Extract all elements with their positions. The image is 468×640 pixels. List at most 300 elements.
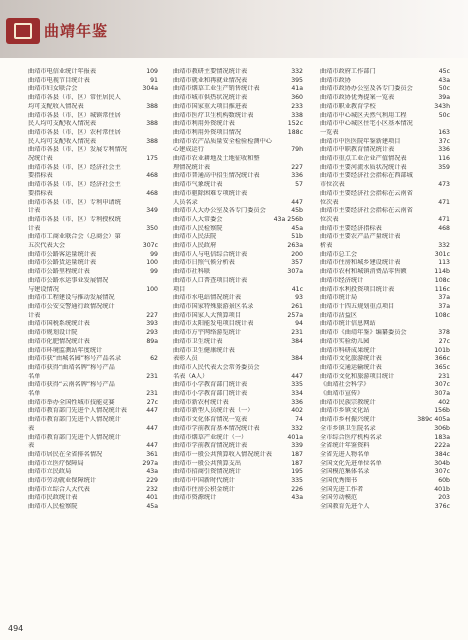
index-entry [320, 347, 450, 356]
entry-page: 37c [438, 137, 450, 145]
entry-title: 曲靖市卫生健康统计表 [173, 346, 235, 354]
entry-page: 384 [291, 337, 303, 345]
index-entry [173, 225, 303, 234]
entry-page: 376c [434, 503, 450, 511]
entry-title: 曲靖市民族宗教统计 [320, 398, 376, 406]
index-entry [28, 77, 158, 86]
entry-page: 41c [291, 285, 303, 293]
entry-title: 项目 [173, 285, 186, 293]
entry-page: 231 [291, 329, 303, 337]
entry-title: 曲靖市方宇网络游览统计 [173, 329, 242, 337]
entry-title: 曲靖市统计局 [320, 294, 358, 302]
entry-page: 388 [146, 137, 158, 145]
entry-page: 336 [291, 172, 303, 180]
index-entry [173, 425, 303, 434]
entry-title: 曲靖市电信业统计年报表 [28, 68, 97, 75]
entry-page [300, 277, 303, 286]
index-entry [28, 381, 158, 390]
index-entry [173, 338, 303, 347]
entry-page: 447 [146, 407, 158, 415]
entry-title: 全国模范集体名录 [320, 468, 370, 476]
index-entry [28, 112, 158, 121]
entry-page [300, 138, 303, 147]
index-entry [173, 94, 303, 103]
index-entry [173, 381, 303, 390]
entry-title: 曲靖市中职教育情况统计表 [320, 146, 395, 154]
index-entry [173, 407, 303, 416]
entry-title: 曲靖市民政统计表 [28, 494, 78, 502]
entry-page: 50c [438, 111, 450, 119]
index-entry [28, 460, 158, 469]
entry-title: 曲靖市职业教育学校 [320, 102, 376, 110]
index-entry [28, 303, 158, 312]
index-entry [28, 390, 158, 399]
entry-title: 曲靖市教研主要情况统计表 [173, 68, 248, 75]
entry-title: 曲靖市公路货运量统计表 [28, 259, 97, 267]
entry-page: 388 [146, 102, 158, 110]
entry-title: 曲靖市各县（市、区）发展专利情况 [28, 146, 127, 154]
entry-title: 曲靖市教育部门先进个人情况统计表 [28, 407, 127, 415]
entry-title: 曲靖市主要经济社会指标在西部城 [320, 172, 413, 180]
index-entry [28, 216, 158, 225]
entry-page: 175 [146, 155, 158, 163]
entry-title: 曲靖市普通高中招生情况统计表 [173, 172, 260, 180]
index-entry [28, 68, 158, 77]
entry-title: 曲靖市一般公共预算收入情况统计表 [173, 450, 272, 458]
index-entry [28, 172, 158, 181]
entry-title: 曲靖市农业耕地及土地征收和整 [173, 155, 260, 163]
index-entry [320, 303, 450, 312]
index-entry [28, 425, 158, 434]
index-entry [320, 77, 450, 86]
index-entry [173, 164, 303, 173]
index-columns [28, 68, 458, 614]
index-entry [320, 68, 450, 77]
index-entry [320, 155, 450, 164]
entry-page: 116 [438, 155, 450, 163]
index-entry [173, 251, 303, 260]
entry-page: 257a [287, 311, 303, 319]
entry-page: 293 [146, 329, 158, 337]
book-icon [6, 18, 40, 44]
entry-page: 37a [438, 294, 450, 302]
entry-title: 全国劳动模范 [320, 494, 358, 502]
index-entry [173, 442, 303, 451]
index-entry [28, 181, 158, 190]
entry-title: 曲靖市主要农产品产量统计表 [320, 233, 401, 241]
entry-page [155, 164, 158, 173]
entry-title: 曲靖市实验幼儿园 [320, 337, 370, 345]
entry-title: 曲靖市驱除困难专项统计表 [173, 189, 248, 197]
index-entry [173, 277, 303, 286]
entry-title: 曲靖市烟草工业生产销售统计表 [173, 85, 260, 93]
entry-title: 曲靖市立民政局 [28, 468, 72, 476]
entry-title: 《曲靖市宣传》 [320, 390, 364, 398]
page-header [0, 0, 468, 58]
entry-title: 全省统计年鉴资料 [320, 442, 370, 450]
entry-title: 曲靖市医疗卫生机构数统计表 [173, 111, 254, 119]
entry-page: 336 [291, 398, 303, 406]
entry-title: 人员名录 [173, 198, 198, 206]
index-entry [173, 477, 303, 486]
index-entry [173, 120, 303, 129]
index-entry [28, 320, 158, 329]
entry-title: 曲靖市中医医院年鉴新建项目 [320, 137, 401, 145]
entry-page: 307a [434, 390, 450, 398]
index-entry [320, 442, 450, 451]
index-entry [28, 434, 158, 443]
entry-title: 曲靖市住房和城乡建设统计表 [320, 259, 401, 267]
entry-title: 曲靖市农产品质量安全检验检测中心 [173, 137, 272, 145]
entry-page: 378 [438, 329, 450, 337]
entry-page: 113 [438, 259, 450, 267]
entry-page: 468 [438, 224, 450, 232]
entry-page [447, 120, 450, 129]
entry-page: 27c [146, 398, 158, 406]
entry-page: 99 [150, 250, 158, 258]
index-entry [28, 120, 158, 129]
entry-page: 261 [291, 302, 303, 310]
entry-page: 231 [146, 372, 158, 380]
entry-title: 曲靖市文化旅游统计表 [320, 355, 382, 363]
entry-title: 名单 [28, 372, 41, 380]
index-entry [28, 251, 158, 260]
header-title: 曲靖年鉴 [44, 22, 109, 40]
entry-page [155, 94, 158, 103]
entry-page: 334 [291, 390, 303, 398]
entry-title: 曲靖市主要经济社会指标在云南省 [320, 189, 413, 197]
entry-page: 89a [146, 337, 158, 345]
entry-page: 231 [438, 372, 450, 380]
index-entry [320, 259, 450, 268]
index-entry [28, 364, 158, 373]
entry-title: 均可支配收入情况表 [28, 102, 84, 110]
entry-title: 一览表 [320, 128, 339, 136]
entry-page: 43a [146, 468, 158, 476]
entry-page [155, 181, 158, 190]
entry-page: 360 [291, 94, 303, 102]
entry-title: 要指标表 [28, 172, 53, 180]
index-entry [173, 233, 303, 242]
index-entry [320, 286, 450, 295]
index-entry [173, 294, 303, 303]
index-entry [28, 233, 158, 242]
index-entry [173, 138, 303, 147]
entry-title: 曲靖市日照气候分析表 [173, 259, 235, 267]
entry-page: 338 [291, 111, 303, 119]
entry-page [155, 381, 158, 390]
entry-page: 401b [434, 485, 450, 493]
entry-page [300, 155, 303, 164]
entry-page: 401 [146, 494, 158, 502]
entry-page: 389c 405a [417, 416, 450, 424]
entry-title: 曲靖市就业和再就业情况表 [173, 76, 248, 84]
entry-page [155, 129, 158, 138]
entry-title: 曲靖市主要经济社会指标在云南省 [320, 207, 413, 215]
index-entry [320, 390, 450, 399]
index-entry [28, 286, 158, 295]
entry-title: 表 [28, 424, 35, 432]
entry-page [155, 347, 158, 356]
entry-page: 307c [142, 242, 158, 250]
entry-page: 359 [438, 163, 450, 171]
entry-page: 43a 256b [273, 215, 303, 223]
index-entry [28, 207, 158, 216]
entry-title: 曲靖市各县（市、区）经济社会主 [28, 181, 121, 189]
index-entry [173, 390, 303, 399]
entry-page: 187 [291, 450, 303, 458]
index-entry [320, 268, 450, 277]
index-entry [320, 381, 450, 390]
index-entry [173, 199, 303, 208]
entry-page: 307c [434, 468, 450, 476]
index-entry [173, 460, 303, 469]
entry-title: 曲靖市小学教育部门统计表 [173, 390, 248, 398]
entry-page: 39a [438, 94, 450, 102]
entry-title: 曲靖市获得“云南名牌”称号产品 [28, 381, 115, 389]
entry-page: 51b [291, 233, 303, 241]
entry-page: 45c [438, 68, 450, 75]
entry-title: 曲靖市人民政府 [173, 242, 217, 250]
entry-page: 447 [146, 442, 158, 450]
entry-page: 402 [291, 407, 303, 415]
index-entry [320, 242, 450, 251]
index-entry [28, 94, 158, 103]
entry-page [155, 434, 158, 443]
entry-title: 曲靖市城市供热状况统计表 [173, 94, 248, 102]
index-entry [28, 259, 158, 268]
index-entry [28, 416, 158, 425]
entry-page [300, 364, 303, 373]
index-entry [28, 486, 158, 495]
index-entry [173, 207, 303, 216]
entry-page: 232 [146, 485, 158, 493]
index-entry [173, 242, 303, 251]
index-entry [320, 399, 450, 408]
index-entry [173, 399, 303, 408]
entry-page: 156b [434, 407, 450, 415]
entry-page [155, 277, 158, 286]
entry-title: 析表 [320, 242, 333, 250]
entry-page: 101b [434, 346, 450, 354]
index-entry [320, 120, 450, 129]
entry-title: 曲靖市各县（市、区）经济社会主 [28, 163, 121, 171]
entry-page: 227 [291, 163, 303, 171]
index-entry [320, 416, 450, 425]
entry-page: 163 [438, 128, 450, 136]
index-entry [320, 225, 450, 234]
index-entry [320, 468, 450, 477]
entry-page: 43a [291, 494, 303, 502]
entry-page: 188c [287, 128, 303, 136]
entry-title: 曲靖市新型人员统计表（一） [173, 407, 254, 415]
index-entry [28, 477, 158, 486]
index-entry [28, 277, 158, 286]
index-entry [173, 494, 303, 503]
index-entry [28, 373, 158, 382]
entry-page: 402 [438, 398, 450, 406]
index-entry [28, 103, 158, 112]
entry-page: 349 [146, 207, 158, 215]
index-entry [320, 503, 450, 512]
index-entry [28, 85, 158, 94]
entry-page: 195 [291, 468, 303, 476]
entry-title: 曲靖市国家特殊旅游景区名录 [173, 302, 254, 310]
entry-title: 曲靖市举办全国性城市技能竞赛 [28, 398, 115, 406]
index-entry [320, 477, 450, 486]
page-number: 494 [8, 624, 24, 633]
index-entry [28, 468, 158, 477]
entry-page [447, 233, 450, 242]
index-entry [28, 312, 158, 321]
entry-page: 109 [146, 68, 158, 75]
index-entry [173, 85, 303, 94]
entry-page: 114b [434, 268, 450, 276]
entry-title: 《曲靖社会科学》 [320, 381, 370, 389]
index-entry [173, 434, 303, 443]
entry-title: 全市乡镇卫生院名录 [320, 424, 376, 432]
index-entry [28, 329, 158, 338]
entry-page [155, 199, 158, 208]
index-entry [173, 112, 303, 121]
entry-title: 曲靖市获“由城名园”称号产品名录 [28, 355, 122, 363]
entry-title: 曲靖市新农村统计表 [173, 398, 229, 406]
index-entry [320, 146, 450, 155]
entry-title: 曲靖市获得“曲靖名牌”称号产品 [28, 363, 115, 371]
entry-page: 307a [287, 268, 303, 276]
entry-title: 计表 [28, 311, 41, 319]
entry-page: 395 [291, 76, 303, 84]
entry-page [155, 112, 158, 121]
index-entry [28, 129, 158, 138]
index-column-3 [320, 68, 450, 512]
entry-page [447, 190, 450, 199]
entry-page: 231 [146, 390, 158, 398]
entry-page: 108c [434, 311, 450, 319]
entry-title: 心建成运行 [173, 146, 204, 154]
entry-page [155, 303, 158, 312]
index-entry [320, 129, 450, 138]
entry-page: 263a [287, 242, 303, 250]
entry-title: 曲靖市农村和城镇消费品零售额 [320, 268, 407, 276]
index-entry [320, 94, 450, 103]
entry-page: 116c [434, 285, 450, 293]
entry-title: 曲靖市各县（市、区）农村常住居 [28, 128, 121, 136]
entry-page: 45b [291, 207, 303, 215]
index-entry [320, 364, 450, 373]
index-entry [320, 112, 450, 121]
entry-title: 曲靖市工商业联合会（总商会）第 [28, 233, 121, 241]
entry-page: 79h [291, 146, 303, 154]
index-entry [320, 329, 450, 338]
entry-title: 全市综合医疗机构名录 [320, 433, 382, 441]
index-entry [173, 416, 303, 425]
entry-page: 41a [291, 85, 303, 93]
entry-title: 全国文化先进单位名单 [320, 459, 382, 467]
index-entry [173, 172, 303, 181]
entry-page: 468 [146, 172, 158, 180]
index-entry [320, 373, 450, 382]
index-entry [173, 129, 303, 138]
index-entry [173, 103, 303, 112]
entry-title: 曲靖市社科联 [173, 268, 211, 276]
entry-title: 曲靖市政协办公室及各专门委员会 [320, 85, 413, 93]
index-column-1 [28, 68, 158, 512]
entry-title: 表 [28, 442, 35, 450]
entry-title: 曲靖市人口普查项目统计表 [173, 276, 248, 284]
entry-title: 曲靖市政协优秀提案一览表 [320, 94, 395, 102]
entry-page: 62 [150, 355, 158, 363]
entry-page [300, 190, 303, 199]
index-entry [28, 190, 158, 199]
entry-title: 曲靖市化肥情况统计表 [28, 337, 90, 345]
index-entry [173, 451, 303, 460]
index-entry [173, 355, 303, 364]
entry-title: 曲靖市各县（市、区）常住居民人 [28, 94, 121, 102]
entry-title: 表彰人员 [173, 355, 198, 363]
index-entry [173, 329, 303, 338]
index-entry [320, 486, 450, 495]
index-entry [173, 77, 303, 86]
entry-title: 民人均可支配收入情况表 [28, 120, 97, 128]
entry-page: 229 [146, 477, 158, 485]
index-entry [320, 216, 450, 225]
entry-title: 曲靖市居民在全省排名情况 [28, 450, 103, 458]
entry-page: 57 [295, 181, 303, 189]
entry-title: 曲靖市小学教育部门统计表 [173, 381, 248, 389]
entry-title: 曲靖市气象统计表 [173, 181, 223, 189]
entry-title: 曲靖市《曲靖年鉴》编纂委员会 [320, 329, 407, 337]
index-entry [28, 242, 158, 251]
entry-page: 365c [434, 363, 450, 371]
entry-page: 471 [438, 215, 450, 223]
index-entry [28, 399, 158, 408]
entry-page: 388 [146, 120, 158, 128]
index-entry [320, 207, 450, 216]
entry-page [447, 172, 450, 181]
index-entry [173, 286, 303, 295]
entry-page: 361 [146, 450, 158, 458]
index-entry [173, 320, 303, 329]
entry-title: 曲靖市政府工作部门 [320, 68, 376, 75]
entry-title: 市位次表 [320, 181, 345, 189]
entry-page [447, 207, 450, 216]
entry-page: 447 [146, 424, 158, 432]
entry-title: 曲靖市住房公积金统计 [173, 485, 235, 493]
index-entry [28, 268, 158, 277]
index-entry [173, 468, 303, 477]
entry-page: 332 [291, 68, 303, 75]
index-entry [28, 442, 158, 451]
index-column-2 [173, 68, 303, 503]
entry-title: 曲靖市电视节目统计表 [28, 76, 90, 84]
index-entry [320, 407, 450, 416]
entry-page: 100 [146, 285, 158, 293]
entry-title: 曲靖市学前教育情况统计表 [173, 442, 248, 450]
entry-title: 计表 [28, 224, 41, 232]
index-entry [28, 146, 158, 155]
entry-title: 与建设情况 [28, 285, 59, 293]
entry-title: 曲靖市重点工业企业产值情况表 [320, 155, 407, 163]
entry-page: 233 [291, 102, 303, 110]
entry-page: 27c [438, 337, 450, 345]
entry-title: 曲靖市利用外资统计表 [173, 120, 235, 128]
index-entry [28, 294, 158, 303]
entry-title: 曲靖市各县（市、区）专利申请统 [28, 198, 121, 206]
index-entry [320, 355, 450, 364]
entry-page: 187 [291, 459, 303, 467]
index-entry [320, 312, 450, 321]
